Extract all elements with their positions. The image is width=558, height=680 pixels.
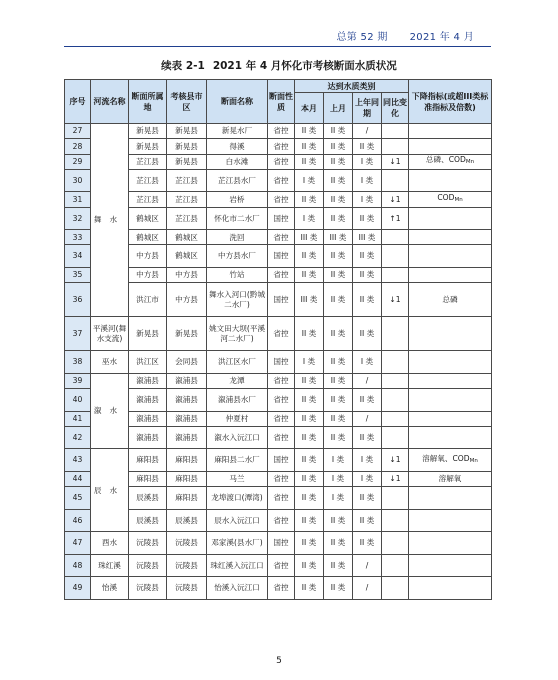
cell-yoy-change — [382, 230, 409, 245]
cell-yoy-change: ↓1 — [382, 471, 409, 486]
cell-class-this-month: II 类 — [295, 577, 324, 600]
cell-river: 怡溪 — [91, 577, 129, 600]
cell-river: 舞水 — [91, 124, 129, 317]
table-row — [65, 351, 492, 374]
cell-class-last-year: II 类 — [353, 139, 382, 154]
table-row — [65, 207, 492, 230]
header-section-area: 断面所属地 — [129, 80, 167, 124]
cell-class-last-year: I 类 — [353, 169, 382, 192]
cell-section-name: 洗回 — [207, 230, 268, 245]
cell-section-nature: 国控 — [268, 283, 295, 317]
cell-class-last-month: I 类 — [324, 487, 353, 510]
cell-no: 39 — [65, 373, 91, 388]
table-row — [65, 426, 492, 449]
cell-river: 珠红溪 — [91, 554, 129, 577]
cell-indicators — [409, 169, 492, 192]
table-row — [65, 139, 492, 154]
cell-section-area: 沅陵县 — [129, 554, 167, 577]
cell-class-last-month: II 类 — [324, 509, 353, 532]
cell-class-last-year: II 类 — [353, 245, 382, 268]
cell-no: 29 — [65, 154, 91, 169]
cell-indicators — [409, 449, 492, 472]
cell-section-area: 洪江区 — [129, 351, 167, 374]
cell-indicators — [409, 317, 492, 351]
indicator-subscript: Mn — [454, 197, 463, 204]
cell-assess-county: 溆浦县 — [167, 411, 207, 426]
cell-section-area: 溆浦县 — [129, 426, 167, 449]
cell-section-nature: 国控 — [268, 245, 295, 268]
cell-section-nature: 省控 — [268, 577, 295, 600]
cell-class-last-year: II 类 — [353, 267, 382, 282]
cell-section-nature: 省控 — [268, 124, 295, 139]
cell-class-this-month: II 类 — [295, 317, 324, 351]
cell-no: 40 — [65, 389, 91, 412]
cell-class-this-month: II 类 — [295, 124, 324, 139]
cell-class-this-month: II 类 — [295, 509, 324, 532]
header-this-month: 本月 — [295, 93, 324, 124]
cell-indicators — [409, 351, 492, 374]
cell-indicators — [409, 230, 492, 245]
cell-section-name: 珠红溪入沅江口 — [207, 554, 268, 577]
cell-class-last-month: II 类 — [324, 389, 353, 412]
table-row — [65, 230, 492, 245]
cell-class-last-month: II 类 — [324, 532, 353, 555]
cell-indicators — [409, 207, 492, 230]
cell-class-this-month: III 类 — [295, 283, 324, 317]
cell-assess-county: 辰溪县 — [167, 509, 207, 532]
cell-section-name: 竹站 — [207, 267, 268, 282]
cell-section-nature: 省控 — [268, 169, 295, 192]
cell-no: 33 — [65, 230, 91, 245]
table-row — [65, 124, 492, 139]
table-row — [65, 267, 492, 282]
cell-assess-county: 溆浦县 — [167, 389, 207, 412]
cell-class-last-month: III 类 — [324, 230, 353, 245]
cell-indicators — [409, 267, 492, 282]
cell-section-name: 麻阳县二水厂 — [207, 449, 268, 472]
header-river: 河流名称 — [91, 80, 129, 124]
cell-section-name: 姚文田大坝(平溪河二水厂) — [207, 317, 268, 351]
cell-section-name: 中方县水厂 — [207, 245, 268, 268]
cell-no: 41 — [65, 411, 91, 426]
cell-no: 32 — [65, 207, 91, 230]
cell-class-last-year: / — [353, 411, 382, 426]
cell-section-area: 芷江县 — [129, 154, 167, 169]
cell-river: 平溪河(舞水支流) — [91, 317, 129, 351]
page-number: 5 — [276, 656, 282, 666]
table-row — [65, 154, 492, 169]
cell-section-name: 怡溪入沅江口 — [207, 577, 268, 600]
cell-section-name: 得溪 — [207, 139, 268, 154]
cell-no: 35 — [65, 267, 91, 282]
cell-section-name: 芷江县水厂 — [207, 169, 268, 192]
cell-yoy-change — [382, 426, 409, 449]
running-header — [336, 28, 474, 43]
cell-assess-county: 中方县 — [167, 283, 207, 317]
cell-no: 42 — [65, 426, 91, 449]
cell-section-nature: 省控 — [268, 471, 295, 486]
cell-section-area: 芷江县 — [129, 192, 167, 207]
table-row — [65, 509, 492, 532]
cell-section-name: 邓家溪(县水厂) — [207, 532, 268, 555]
cell-section-name: 新晃水厂 — [207, 124, 268, 139]
cell-assess-county: 鹤城区 — [167, 245, 207, 268]
table-row — [65, 317, 492, 351]
table-header — [65, 80, 492, 124]
cell-indicators — [409, 154, 492, 169]
cell-no: 36 — [65, 283, 91, 317]
indicator-text: 总磷 — [442, 295, 458, 305]
table-row — [65, 245, 492, 268]
cell-no: 49 — [65, 577, 91, 600]
cell-assess-county: 新晃县 — [167, 124, 207, 139]
cell-assess-county: 会同县 — [167, 351, 207, 374]
indicator-subscript: Mn — [469, 457, 478, 464]
cell-class-last-year: II 类 — [353, 207, 382, 230]
issue-number: 总第 52 期 — [336, 32, 388, 43]
indicator-text: 溶解氧 — [438, 474, 462, 484]
cell-class-this-month: II 类 — [295, 471, 324, 486]
cell-section-name: 龙潭 — [207, 373, 268, 388]
cell-no: 28 — [65, 139, 91, 154]
cell-yoy-change — [382, 169, 409, 192]
cell-no: 27 — [65, 124, 91, 139]
cell-section-name: 马兰 — [207, 471, 268, 486]
cell-yoy-change — [382, 411, 409, 426]
cell-assess-county: 新晃县 — [167, 139, 207, 154]
cell-indicators — [409, 139, 492, 154]
cell-class-this-month: II 类 — [295, 449, 324, 472]
cell-class-last-month: II 类 — [324, 426, 353, 449]
table-row — [65, 389, 492, 412]
table-row — [65, 411, 492, 426]
cell-section-area: 沅陵县 — [129, 577, 167, 600]
cell-section-area: 中方县 — [129, 267, 167, 282]
table-title — [0, 58, 558, 73]
table-row — [65, 373, 492, 388]
cell-indicators — [409, 283, 492, 317]
cell-yoy-change — [382, 139, 409, 154]
cell-indicators — [409, 487, 492, 510]
cell-yoy-change — [382, 509, 409, 532]
cell-section-name: 岩桥 — [207, 192, 268, 207]
cell-class-last-month: II 类 — [324, 554, 353, 577]
cell-class-this-month: II 类 — [295, 487, 324, 510]
cell-indicators — [409, 373, 492, 388]
cell-indicators — [409, 554, 492, 577]
cell-class-last-year: I 类 — [353, 471, 382, 486]
cell-yoy-change — [382, 487, 409, 510]
cell-class-last-month: II 类 — [324, 317, 353, 351]
header-no: 序号 — [65, 80, 91, 124]
cell-assess-county: 沅陵县 — [167, 532, 207, 555]
cell-no: 34 — [65, 245, 91, 268]
cell-section-nature: 省控 — [268, 267, 295, 282]
cell-no: 44 — [65, 471, 91, 486]
cell-section-name: 溆浦县水厂 — [207, 389, 268, 412]
cell-class-last-year: I 类 — [353, 449, 382, 472]
cell-class-last-month: II 类 — [324, 139, 353, 154]
cell-class-last-month: I 类 — [324, 449, 353, 472]
cell-section-area: 芷江县 — [129, 169, 167, 192]
cell-class-last-month: II 类 — [324, 207, 353, 230]
cell-class-this-month: II 类 — [295, 554, 324, 577]
cell-section-name: 龙埠渡口(潭湾) — [207, 487, 268, 510]
table-row — [65, 487, 492, 510]
cell-class-last-month: II 类 — [324, 245, 353, 268]
cell-assess-county: 沅陵县 — [167, 577, 207, 600]
cell-yoy-change — [382, 245, 409, 268]
cell-assess-county: 麻阳县 — [167, 487, 207, 510]
cell-yoy-change: ↓1 — [382, 154, 409, 169]
cell-class-last-month: II 类 — [324, 192, 353, 207]
cell-section-nature: 省控 — [268, 509, 295, 532]
cell-class-last-month: II 类 — [324, 577, 353, 600]
cell-class-this-month: II 类 — [295, 426, 324, 449]
cell-section-nature: 国控 — [268, 351, 295, 374]
cell-indicators — [409, 426, 492, 449]
cell-yoy-change: ↓1 — [382, 283, 409, 317]
cell-class-this-month: III 类 — [295, 230, 324, 245]
cell-section-nature: 省控 — [268, 154, 295, 169]
cell-yoy-change — [382, 373, 409, 388]
cell-section-nature: 省控 — [268, 317, 295, 351]
cell-class-last-month: II 类 — [324, 411, 353, 426]
cell-class-last-month: II 类 — [324, 373, 353, 388]
cell-section-area: 新晃县 — [129, 124, 167, 139]
cell-section-name: 溆水入沅江口 — [207, 426, 268, 449]
cell-class-last-year: / — [353, 373, 382, 388]
cell-class-this-month: I 类 — [295, 169, 324, 192]
issue-date: 2021 年 4 月 — [409, 32, 474, 43]
cell-class-last-year: II 类 — [353, 487, 382, 510]
header-assess-area: 考核县市区 — [167, 80, 207, 124]
cell-class-this-month: II 类 — [295, 245, 324, 268]
cell-section-nature: 国控 — [268, 207, 295, 230]
cell-section-nature: 省控 — [268, 139, 295, 154]
table-title-text: 2021 年 4 月怀化市考核断面水质状况 — [212, 60, 397, 72]
water-quality-table — [64, 79, 492, 600]
cell-section-area: 溆浦县 — [129, 389, 167, 412]
table-row — [65, 192, 492, 207]
cell-class-last-month: II 类 — [324, 154, 353, 169]
cell-class-last-year: III 类 — [353, 230, 382, 245]
cell-section-area: 鹤城区 — [129, 230, 167, 245]
cell-class-this-month: II 类 — [295, 267, 324, 282]
cell-class-last-year: II 类 — [353, 426, 382, 449]
cell-indicators — [409, 577, 492, 600]
cell-section-nature: 省控 — [268, 389, 295, 412]
cell-section-name: 怀化市二水厂 — [207, 207, 268, 230]
header-rule — [64, 46, 491, 47]
cell-river: 溆水 — [91, 373, 129, 449]
cell-section-area: 辰溪县 — [129, 487, 167, 510]
cell-class-this-month: II 类 — [295, 389, 324, 412]
cell-class-this-month: II 类 — [295, 154, 324, 169]
header-indicators: 下降指标(或超III类标准指标及倍数) — [409, 80, 492, 124]
cell-section-area: 新晃县 — [129, 139, 167, 154]
header-last-month: 上月 — [324, 93, 353, 124]
cell-section-name: 仲夏村 — [207, 411, 268, 426]
cell-river: 酉水 — [91, 532, 129, 555]
cell-section-area: 麻阳县 — [129, 449, 167, 472]
cell-class-last-year: / — [353, 577, 382, 600]
table-row — [65, 471, 492, 486]
cell-class-last-month: II 类 — [324, 169, 353, 192]
cell-indicators — [409, 124, 492, 139]
cell-indicators — [409, 471, 492, 486]
cell-section-name: 白水滩 — [207, 154, 268, 169]
cell-yoy-change — [382, 554, 409, 577]
cell-no: 45 — [65, 487, 91, 510]
cell-no: 38 — [65, 351, 91, 374]
cell-class-last-year: II 类 — [353, 509, 382, 532]
cell-yoy-change — [382, 317, 409, 351]
cell-yoy-change: ↑1 — [382, 207, 409, 230]
cell-section-name: 洪江区水厂 — [207, 351, 268, 374]
cell-section-nature: 国控 — [268, 532, 295, 555]
table-row — [65, 449, 492, 472]
cell-class-this-month: I 类 — [295, 207, 324, 230]
cell-class-last-month: II 类 — [324, 351, 353, 374]
cell-assess-county: 芷江县 — [167, 169, 207, 192]
cell-section-nature: 省控 — [268, 487, 295, 510]
cell-section-area: 溆浦县 — [129, 411, 167, 426]
cell-no: 48 — [65, 554, 91, 577]
cell-section-area: 新晃县 — [129, 317, 167, 351]
cell-class-last-year: II 类 — [353, 317, 382, 351]
cell-class-last-year: II 类 — [353, 283, 382, 317]
cell-class-last-month: II 类 — [324, 283, 353, 317]
cell-assess-county: 溆浦县 — [167, 373, 207, 388]
cell-section-name: 辰水入沅江口 — [207, 509, 268, 532]
cell-class-this-month: II 类 — [295, 532, 324, 555]
cell-class-this-month: I 类 — [295, 351, 324, 374]
cell-indicators — [409, 245, 492, 268]
cell-yoy-change: ↓1 — [382, 449, 409, 472]
cell-river: 辰水 — [91, 449, 129, 532]
table-row — [65, 532, 492, 555]
cell-section-nature: 省控 — [268, 426, 295, 449]
cell-indicators — [409, 532, 492, 555]
cell-yoy-change — [382, 532, 409, 555]
cell-section-nature: 国控 — [268, 449, 295, 472]
cell-no: 46 — [65, 509, 91, 532]
cell-section-area: 洪江市 — [129, 283, 167, 317]
header-last-year: 上年同期 — [353, 93, 382, 124]
cell-yoy-change — [382, 124, 409, 139]
cell-section-nature: 省控 — [268, 411, 295, 426]
cell-class-this-month: II 类 — [295, 411, 324, 426]
cell-section-area: 辰溪县 — [129, 509, 167, 532]
cell-yoy-change — [382, 351, 409, 374]
cell-class-last-year: II 类 — [353, 532, 382, 555]
cell-section-name: 舞水入河口(黔城二水厂) — [207, 283, 268, 317]
cell-river: 巫水 — [91, 351, 129, 374]
cell-no: 30 — [65, 169, 91, 192]
cell-class-this-month: II 类 — [295, 139, 324, 154]
cell-indicators — [409, 389, 492, 412]
table-row — [65, 283, 492, 317]
cell-section-nature: 省控 — [268, 373, 295, 388]
cell-section-area: 中方县 — [129, 245, 167, 268]
cell-class-last-year: / — [353, 124, 382, 139]
table-body — [65, 124, 492, 600]
cell-section-nature: 省控 — [268, 554, 295, 577]
cell-section-nature: 省控 — [268, 192, 295, 207]
cell-class-last-month: II 类 — [324, 124, 353, 139]
table-row — [65, 554, 492, 577]
cell-yoy-change — [382, 389, 409, 412]
cell-yoy-change: ↓1 — [382, 192, 409, 207]
cell-assess-county: 中方县 — [167, 267, 207, 282]
cell-assess-county: 芷江县 — [167, 207, 207, 230]
cell-assess-county: 芷江县 — [167, 192, 207, 207]
cell-class-last-month: II 类 — [324, 267, 353, 282]
cell-assess-county: 鹤城区 — [167, 230, 207, 245]
cell-assess-county: 麻阳县 — [167, 471, 207, 486]
cell-yoy-change — [382, 267, 409, 282]
cell-indicators — [409, 411, 492, 426]
indicator-text: COD — [437, 193, 455, 203]
cell-yoy-change — [382, 577, 409, 600]
cell-assess-county: 新晃县 — [167, 317, 207, 351]
cell-class-last-year: I 类 — [353, 351, 382, 374]
indicator-text: 总磷、COD — [425, 155, 466, 165]
indicator-subscript: Mn — [465, 159, 475, 166]
header-quality-group: 达到水质类别 — [295, 80, 409, 93]
cell-assess-county: 溆浦县 — [167, 426, 207, 449]
indicator-text: 溶解氧、COD — [422, 453, 470, 463]
table-row — [65, 169, 492, 192]
cell-no: 31 — [65, 192, 91, 207]
cell-assess-county: 新晃县 — [167, 154, 207, 169]
cell-section-area: 溆浦县 — [129, 373, 167, 388]
cell-section-area: 鹤城区 — [129, 207, 167, 230]
cell-section-nature: 省控 — [268, 230, 295, 245]
cell-assess-county: 麻阳县 — [167, 449, 207, 472]
header-yoy: 同比变化 — [382, 93, 409, 124]
header-section-name: 断面名称 — [207, 80, 268, 124]
cell-class-this-month: II 类 — [295, 373, 324, 388]
cell-indicators — [409, 192, 492, 207]
cell-section-area: 沅陵县 — [129, 532, 167, 555]
cell-assess-county: 沅陵县 — [167, 554, 207, 577]
cell-class-last-year: I 类 — [353, 154, 382, 169]
header-nature: 断面性质 — [268, 80, 295, 124]
cell-section-area: 麻阳县 — [129, 471, 167, 486]
cell-no: 43 — [65, 449, 91, 472]
cell-no: 47 — [65, 532, 91, 555]
cell-class-last-year: / — [353, 554, 382, 577]
table-row — [65, 577, 492, 600]
cell-no: 37 — [65, 317, 91, 351]
cell-indicators — [409, 509, 492, 532]
cell-class-this-month: II 类 — [295, 192, 324, 207]
table-title-prefix: 续表 2-1 — [161, 60, 205, 72]
cell-class-last-year: I 类 — [353, 192, 382, 207]
cell-class-last-year: II 类 — [353, 389, 382, 412]
cell-class-last-month: I 类 — [324, 471, 353, 486]
